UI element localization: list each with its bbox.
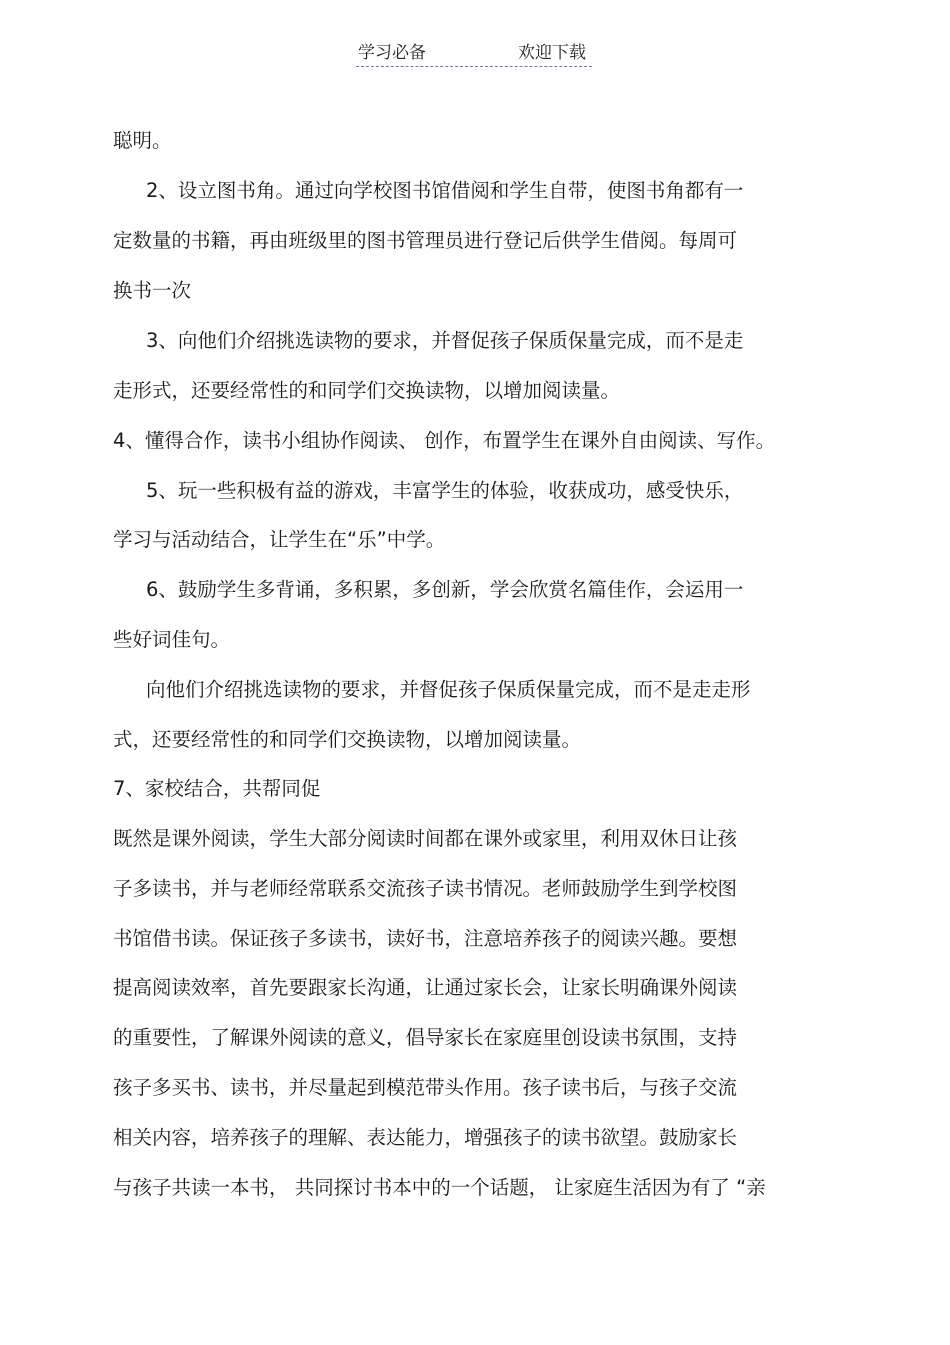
text-line: 提高阅读效率，首先要跟家长沟通，让通过家长会，让家长明确课外阅读 — [113, 976, 738, 999]
text-line: 3、向他们介绍挑选读物的要求，并督促孩子保质保量完成，而不是走 — [146, 329, 744, 352]
text-line: 的重要性，了解课外阅读的意义，倡导家长在家庭里创设读书氛围，支持 — [113, 1026, 738, 1049]
text-line: 5、玩一些积极有益的游戏，丰富学生的体验，收获成功，感受快乐， — [146, 479, 744, 502]
text-line: 孩子多买书、读书，并尽量起到模范带头作用。孩子读书后，与孩子交流 — [113, 1076, 738, 1099]
text-line: 7、家校结合，共帮同促 — [113, 777, 321, 800]
page-header — [356, 42, 592, 67]
text-line: 定数量的书籍，再由班级里的图书管理员进行登记后供学生借阅。每周可 — [113, 229, 738, 252]
text-line: 向他们介绍挑选读物的要求，并督促孩子保质保量完成，而不是走走形 — [146, 678, 751, 701]
text-line: 2、设立图书角。通过向学校图书馆借阅和学生自带，使图书角都有一 — [146, 179, 744, 202]
text-line: 子多读书，并与老师经常联系交流孩子读书情况。老师鼓励学生到学校图 — [113, 877, 738, 900]
text-line: 与孩子共读一本书， 共同探讨书本中的一个话题， 让家庭生活因为有了 “亲 — [113, 1176, 766, 1199]
text-line: 走形式，还要经常性的和同学们交换读物，以增加阅读量。 — [113, 379, 621, 402]
text-line: 6、鼓励学生多背诵，多积累，多创新，学会欣赏名篇佳作，会运用一 — [146, 578, 744, 601]
text-line: 换书一次 — [113, 279, 192, 302]
header-left-text: 学习必备 — [358, 43, 426, 63]
header-right-text: 欢迎下载 — [518, 43, 586, 63]
text-line: 既然是课外阅读，学生大部分阅读时间都在课外或家里，利用双休日让孩 — [113, 827, 738, 850]
text-line: 学习与活动结合，让学生在“乐”中学。 — [113, 528, 446, 551]
text-line: 些好词佳句。 — [113, 628, 231, 651]
text-line: 式，还要经常性的和同学们交换读物，以增加阅读量。 — [113, 728, 582, 751]
text-line: 4、懂得合作，读书小组协作阅读、 创作，布置学生在课外自由阅读、写作。 — [113, 429, 776, 452]
text-line: 聪明。 — [113, 129, 172, 152]
text-line: 相关内容，培养孩子的理解、表达能力，增强孩子的读书欲望。鼓励家长 — [113, 1126, 738, 1149]
text-line: 书馆借书读。保证孩子多读书，读好书，注意培养孩子的阅读兴趣。要想 — [113, 927, 738, 950]
